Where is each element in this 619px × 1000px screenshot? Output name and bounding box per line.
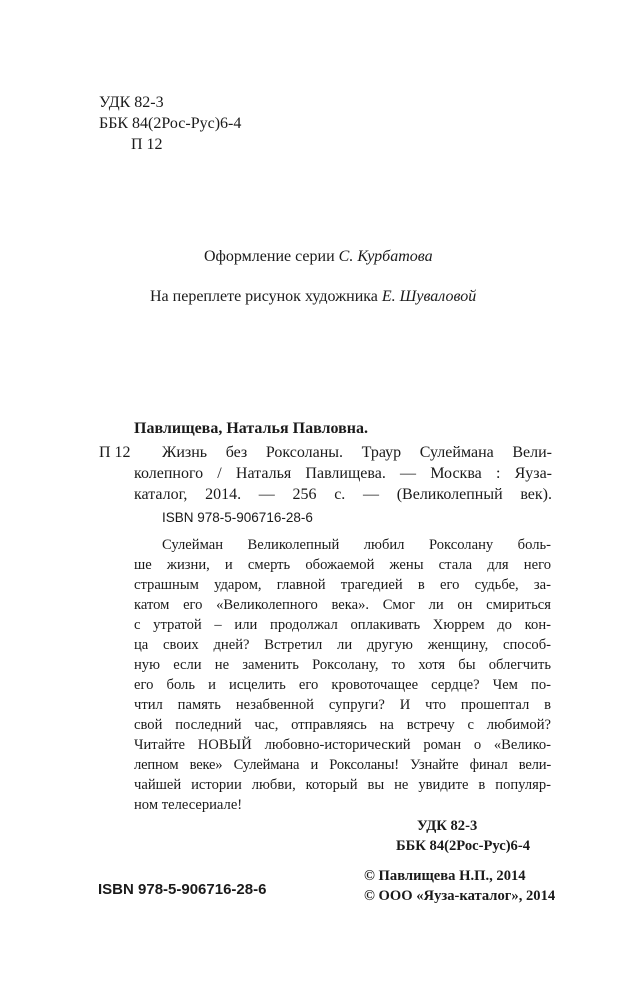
copyright-author: © Павлищева Н.П., 2014 (364, 868, 526, 884)
top-bbk: ББК 84(2Рос-Рус)6-4 (99, 115, 242, 132)
annotation-line-1: Сулейман Великолепный любил Роксолану боль- (162, 537, 551, 553)
cover-art-credit (150, 286, 476, 307)
cover-art-author: Е. Шуваловой (381, 288, 477, 305)
record-desc-line-3: каталог, 2014. — 256 с. — (Великолепный век). (134, 486, 552, 503)
cover-art-label: На переплете рисунок художника (150, 288, 382, 305)
record-desc-line-2: колепного / Наталья Павлищева. — Москва : Яуза- (134, 465, 552, 482)
annotation-line-7: ную если не заменить Роксолану, то хотя бы облегчить (134, 657, 551, 673)
top-author-code: П 12 (131, 136, 163, 153)
annotation-line-14: ном телесериале! (134, 797, 243, 813)
annotation-line-13: чайшей истории любви, который вы не увидите в популяр- (134, 777, 551, 793)
record-author-code: П 12 (99, 444, 131, 461)
annotation-line-5: с утратой – или продолжал оплакивать Хюррем до кон- (134, 617, 551, 633)
series-design-label: Оформление серии (204, 248, 339, 265)
annotation-line-6: ца своих дней? Встретил ли другую женщину, способ- (134, 637, 551, 653)
top-udk: УДК 82-3 (99, 94, 164, 111)
series-design-credit (204, 246, 433, 267)
annotation-line-2: ше жизни, и смерть обожаемой жены стала для него (134, 557, 551, 573)
bottom-udk: УДК 82-3 (417, 818, 478, 834)
annotation-line-12: лепном веке» Сулеймана и Роксоланы! Узнайте финал вели- (134, 757, 551, 773)
annotation-line-11: Читайте НОВЫЙ любовно-исторический роман о «Велико- (134, 737, 551, 753)
annotation-line-4: катом его «Великолепного века». Смог ли он смириться (134, 597, 551, 613)
copyright-publisher: © ООО «Яуза-каталог», 2014 (364, 888, 556, 904)
record-isbn: ISBN 978-5-906716-28-6 (162, 510, 313, 525)
bottom-bbk: ББК 84(2Рос-Рус)6-4 (396, 838, 531, 854)
series-design-author: С. Курбатова (338, 248, 433, 265)
record-author-heading: Павлищева, Наталья Павловна. (134, 420, 368, 437)
annotation-line-3: страшным ударом, главной трагедией в его судьбе, за- (134, 577, 551, 593)
record-desc-line-1: Жизнь без Роксоланы. Траур Сулеймана Вели- (162, 444, 552, 461)
annotation-line-10: свой последний час, отправляясь на встречу с любимой? (134, 717, 551, 733)
annotation-line-8: его боль и исцелить его кровоточащее сердце? Чем по- (134, 677, 551, 693)
annotation-line-9: чтил память незабвенной супруги? И что прошептал в (134, 697, 551, 713)
footer-isbn: ISBN 978-5-906716-28-6 (98, 881, 267, 898)
